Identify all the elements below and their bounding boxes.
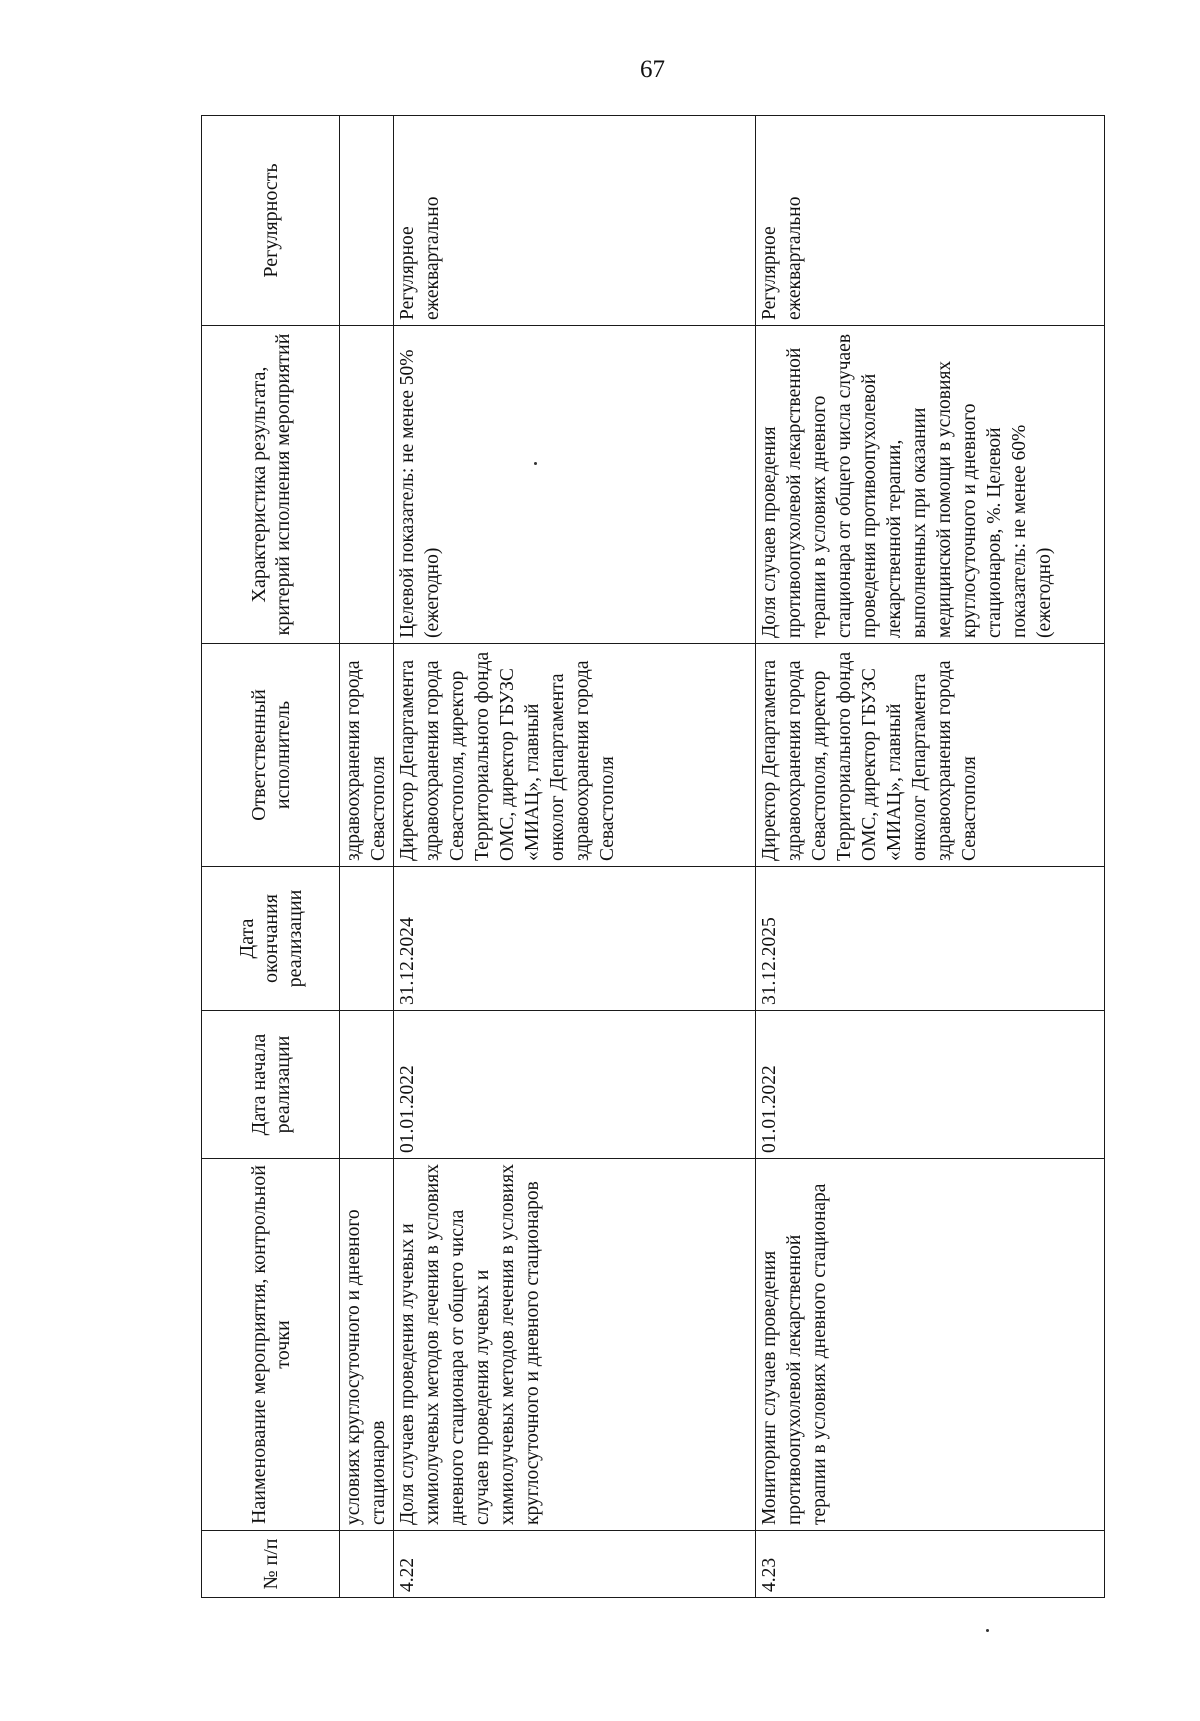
cell-start xyxy=(340,1011,394,1159)
cell-end xyxy=(340,867,394,1011)
table-row xyxy=(394,116,756,1598)
cell-num xyxy=(340,1531,394,1598)
cell-name: условиях круглосуточного и дневного стационаров xyxy=(340,1159,394,1531)
header-num: № п/п xyxy=(202,1531,340,1598)
cell-start: 01.01.2022 xyxy=(756,1011,1105,1159)
cell-end: 31.12.2025 xyxy=(756,867,1105,1011)
cell-name: Доля случаев проведения лучевых и химиолучевых методов лечения в условиях дневного стационара от общего числа случаев проведения лучевых и химиолучевых методов лечения в условиях круглосуточного и дневного стационаров xyxy=(394,1159,756,1531)
cell-result: Доля случаев проведения противоопухолевой лекарственной терапии в условиях дневного стационара от общего числа случаев проведения противоопухолевой лекарственной терапии, выполненных при оказании медицинской помощи в условиях круглосуточного и дневного стационаров, %. Целевой показатель: не менее 60% (ежегодно) xyxy=(756,326,1105,644)
header-result: Характеристика результата, критерий исполнения мероприятий xyxy=(202,326,340,644)
table-row xyxy=(340,116,394,1598)
header-name: Наименование мероприятия, контрольной точки xyxy=(202,1159,340,1531)
cell-start: 01.01.2022 xyxy=(394,1011,756,1159)
table-container xyxy=(201,116,1105,1598)
cell-executor: здравоохранения города Севастополя xyxy=(340,644,394,867)
events-table xyxy=(201,115,1105,1598)
table-row xyxy=(756,116,1105,1598)
cell-result xyxy=(340,326,394,644)
cell-num: 4.23 xyxy=(756,1531,1105,1598)
table-header-row xyxy=(202,116,340,1598)
cell-regularity: Регулярное ежеквартально xyxy=(394,116,756,326)
scan-speck xyxy=(534,462,537,465)
header-end: Дата окончания реализации xyxy=(202,867,340,1011)
cell-regularity xyxy=(340,116,394,326)
rotated-table-frame xyxy=(201,116,1105,1598)
header-executor: Ответственный исполнитель xyxy=(202,644,340,867)
scan-speck xyxy=(986,1629,989,1632)
cell-name: Мониторинг случаев проведения противоопухолевой лекарственной терапии в условиях дневного стационара xyxy=(756,1159,1105,1531)
cell-end: 31.12.2024 xyxy=(394,867,756,1011)
cell-executor: Директор Департамента здравоохранения города Севастополя, директор Территориального фонда ОМС, директор ГБУЗС «МИАЦ», главный онколог Департамента здравоохранения города Севастополя xyxy=(394,644,756,867)
cell-result: Целевой показатель: не менее 50% (ежегодно) xyxy=(394,326,756,644)
cell-num: 4.22 xyxy=(394,1531,756,1598)
header-regularity: Регулярность xyxy=(202,116,340,326)
cell-executor: Директор Департамента здравоохранения города Севастополя, директор Территориального фонда ОМС, директор ГБУЗС «МИАЦ», главный онколог Департамента здравоохранения города Севастополя xyxy=(756,644,1105,867)
page-number: 67 xyxy=(640,56,665,83)
header-start: Дата начала реализации xyxy=(202,1011,340,1159)
cell-regularity: Регулярное ежеквартально xyxy=(756,116,1105,326)
